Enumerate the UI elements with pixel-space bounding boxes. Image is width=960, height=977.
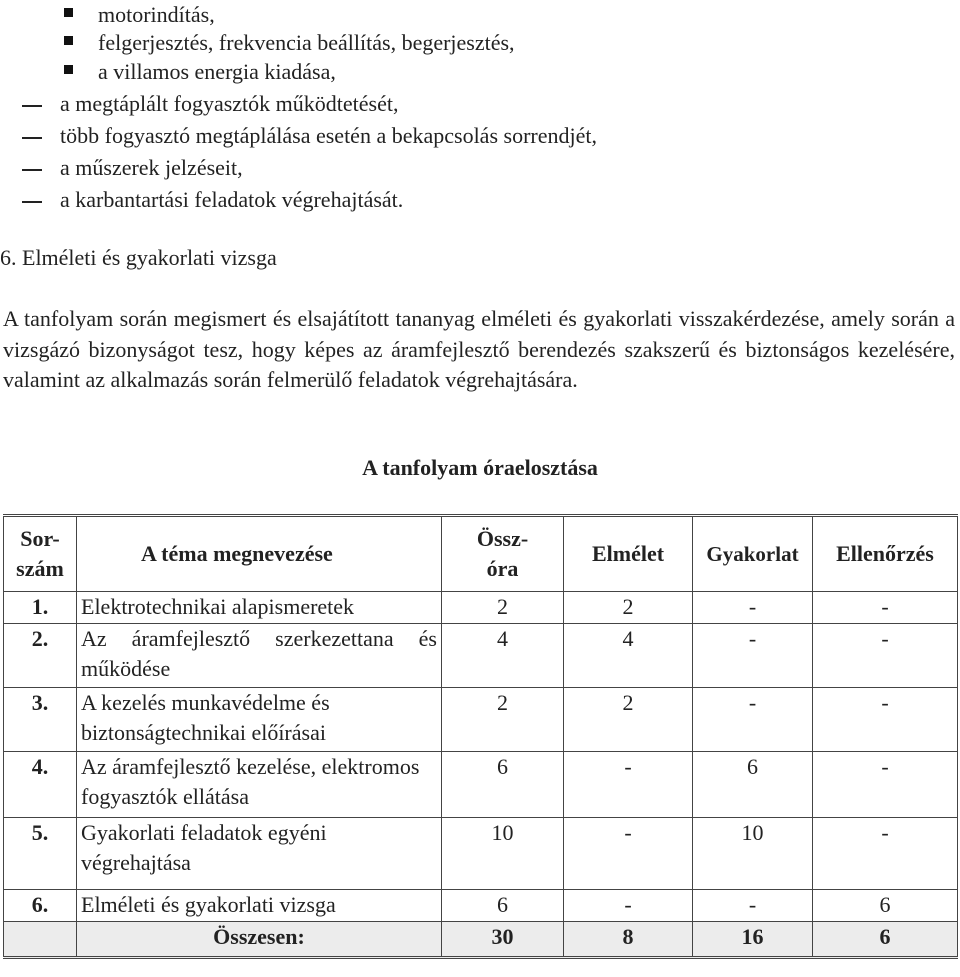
row-osszora: 6 xyxy=(442,890,564,922)
row-elmelet: 4 xyxy=(564,624,693,688)
section-heading: 6. Elméleti és gyakorlati vizsga xyxy=(0,245,277,270)
header-tema: A téma megnevezése xyxy=(77,516,442,592)
header-sorszam-line1: Sor- xyxy=(20,526,60,551)
total-osszora: 30 xyxy=(442,922,564,958)
square-bullet-icon xyxy=(64,65,73,74)
square-bullet-icon xyxy=(64,8,73,17)
header-osszora-line1: Össz- xyxy=(476,526,529,551)
list-item-text: a karbantartási feladatok végrehajtását. xyxy=(60,187,404,212)
dash-bullet-icon xyxy=(22,201,42,203)
row-ellenorzes: - xyxy=(813,624,958,688)
header-sorszam xyxy=(4,516,77,592)
row-number: 4. xyxy=(4,752,77,818)
row-elmelet: 2 xyxy=(564,688,693,752)
row-ellenorzes: - xyxy=(813,688,958,752)
total-row xyxy=(4,922,958,958)
total-ellenorzes: 6 xyxy=(813,922,958,958)
row-number: 2. xyxy=(4,624,77,688)
row-osszora: 2 xyxy=(442,592,564,624)
row-gyakorlat: 6 xyxy=(693,752,813,818)
row-gyakorlat: - xyxy=(693,688,813,752)
row-gyakorlat: - xyxy=(693,890,813,922)
square-bullet-icon xyxy=(64,36,73,45)
row-ellenorzes: - xyxy=(813,818,958,890)
dash-bullet-icon xyxy=(22,169,42,171)
row-elmelet: 2 xyxy=(564,592,693,624)
total-elmelet: 8 xyxy=(564,922,693,958)
header-ellenorzes: Ellenőrzés xyxy=(813,516,958,592)
total-empty-cell xyxy=(4,922,77,958)
row-number: 1. xyxy=(4,592,77,624)
list-item-text: motorindítás, xyxy=(98,2,215,27)
row-ellenorzes: - xyxy=(813,592,958,624)
header-osszora-line2: óra xyxy=(486,556,519,581)
row-number: 3. xyxy=(4,688,77,752)
row-osszora: 2 xyxy=(442,688,564,752)
row-osszora: 10 xyxy=(442,818,564,890)
row-topic: Elektrotechnikai alapismeretek xyxy=(77,592,442,624)
row-ellenorzes: 6 xyxy=(813,890,958,922)
table-row xyxy=(4,688,958,752)
dash-bullet-icon xyxy=(22,137,42,139)
list-item-text: a villamos energia kiadása, xyxy=(98,59,336,84)
total-gyakorlat: 16 xyxy=(693,922,813,958)
row-osszora: 6 xyxy=(442,752,564,818)
list-item-text: felgerjesztés, frekvencia beállítás, begerjesztés, xyxy=(98,30,515,55)
table-row xyxy=(4,818,958,890)
row-gyakorlat: - xyxy=(693,624,813,688)
table-row xyxy=(4,752,958,818)
row-topic: Elméleti és gyakorlati vizsga xyxy=(77,890,442,922)
row-topic: Az áramfejlesztő szerkezettana és működése xyxy=(77,624,442,688)
row-osszora: 4 xyxy=(442,624,564,688)
row-elmelet: - xyxy=(564,752,693,818)
total-label: Összesen: xyxy=(77,922,442,958)
table-header-row xyxy=(4,516,958,592)
schedule-table xyxy=(3,514,958,959)
dash-bullet-icon xyxy=(22,105,42,107)
header-gyakorlat: Gyakorlat xyxy=(693,516,813,592)
row-ellenorzes: - xyxy=(813,752,958,818)
table-row xyxy=(4,592,958,624)
row-elmelet: - xyxy=(564,890,693,922)
header-osszora xyxy=(442,516,564,592)
row-topic: Gyakorlati feladatok egyéni végrehajtása xyxy=(77,818,442,890)
row-gyakorlat: - xyxy=(693,592,813,624)
list-item-text: a megtáplált fogyasztók működtetését, xyxy=(60,91,399,116)
table-row xyxy=(4,890,958,922)
section-paragraph: A tanfolyam során megismert és elsajátított tananyag elméleti és gyakorlati visszakérdezése, amely során a vizsgázó bizonyságot tesz, hogy képes az áramfejlesztő berendezés szakszerű és biztonságos kezelésére, valamint az alkalmazás során felmerülő feladatok végrehajtására. xyxy=(3,306,955,392)
row-gyakorlat: 10 xyxy=(693,818,813,890)
row-elmelet: - xyxy=(564,818,693,890)
header-sorszam-line2: szám xyxy=(16,556,64,581)
row-number: 6. xyxy=(4,890,77,922)
list-item-text: a műszerek jelzéseit, xyxy=(60,155,243,180)
list-item-text: több fogyasztó megtáplálása esetén a bekapcsolás sorrendjét, xyxy=(60,123,597,148)
row-topic: A kezelés munkavédelme és biztonságtechnikai előírásai xyxy=(77,688,442,752)
header-elmelet: Elmélet xyxy=(564,516,693,592)
row-topic: Az áramfejlesztő kezelése, elektromos fogyasztók ellátása xyxy=(77,752,442,818)
table-title: A tanfolyam óraelosztása xyxy=(362,455,598,480)
table-row xyxy=(4,624,958,688)
row-number: 5. xyxy=(4,818,77,890)
